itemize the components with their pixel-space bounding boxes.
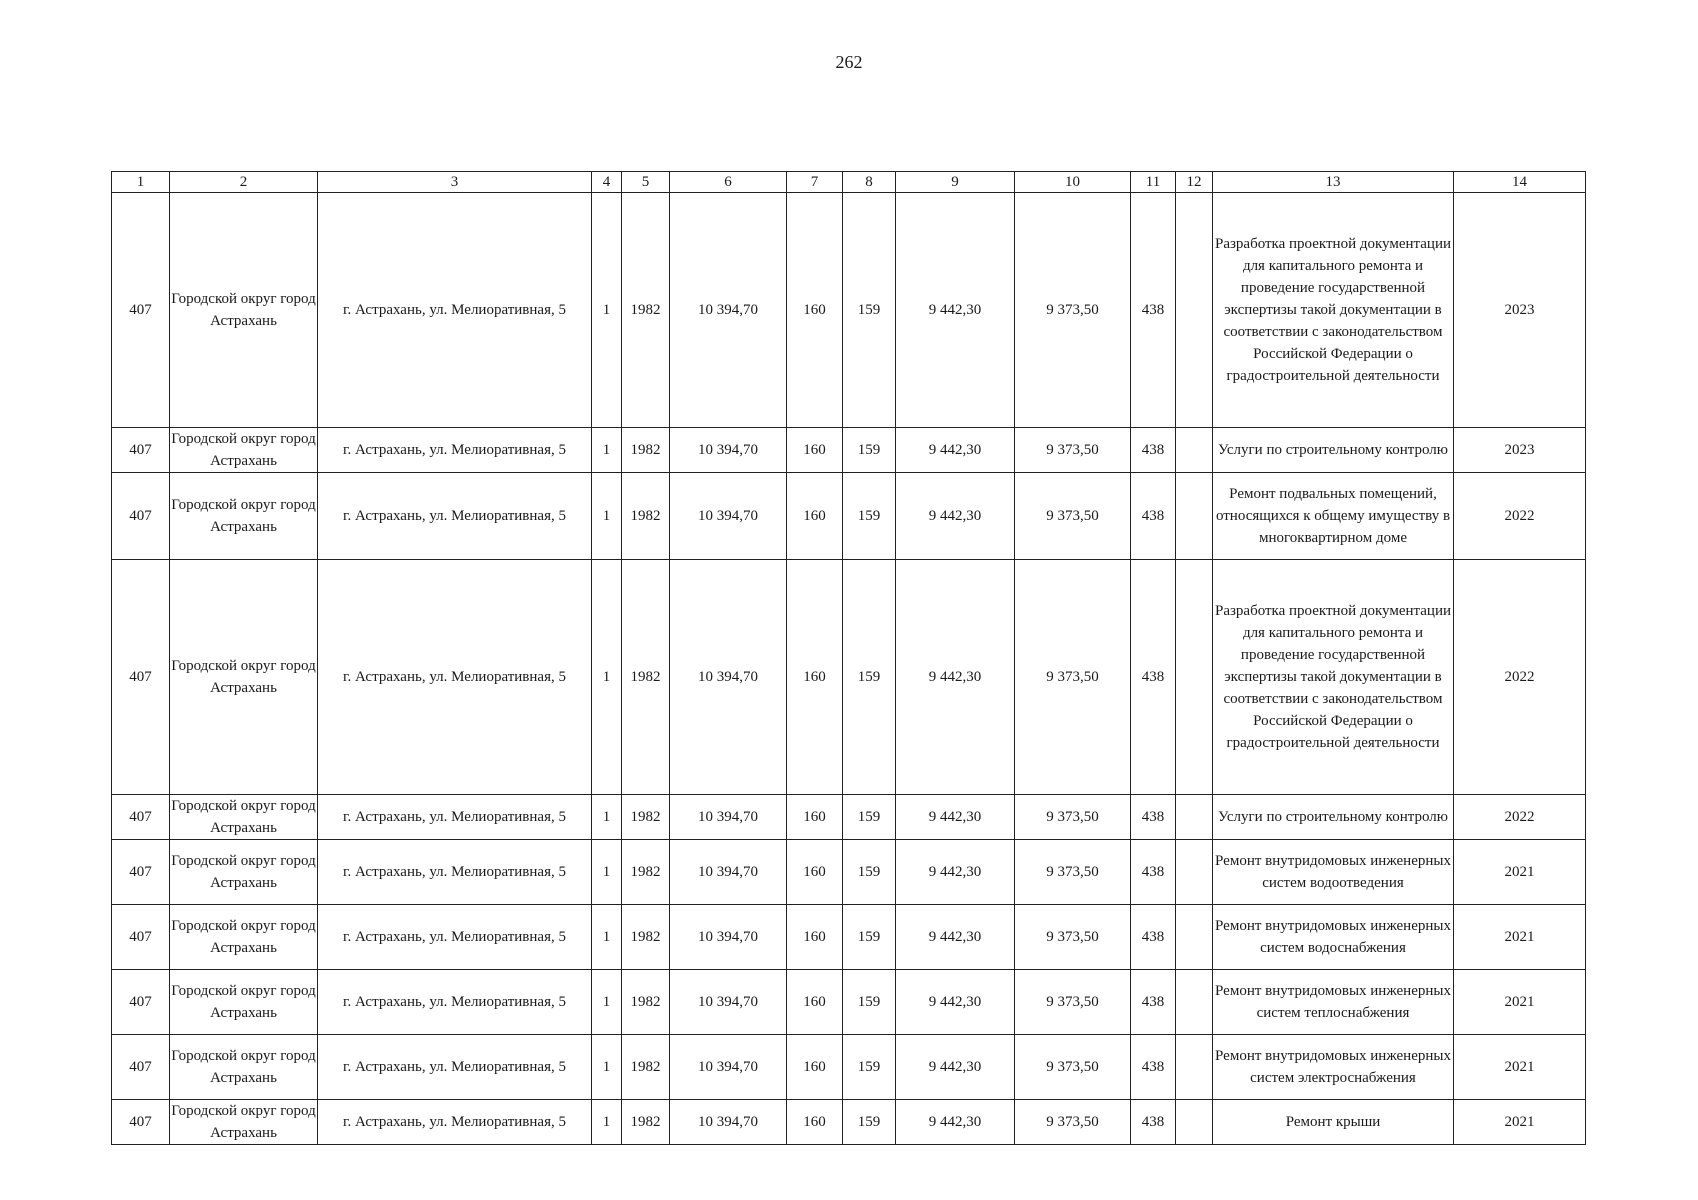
building-count: 1 [592,1035,622,1100]
year-built: 1982 [622,560,670,795]
municipality: Городской округ город Астрахань [170,1035,318,1100]
planned-year: 2021 [1454,1035,1586,1100]
address: г. Астрахань, ул. Мелиоративная, 5 [318,193,592,428]
col-7-value: 160 [787,795,843,840]
col-12-value [1176,970,1213,1035]
column-header: 7 [787,172,843,193]
building-count: 1 [592,428,622,473]
row-number: 407 [112,1035,170,1100]
col-11-value: 438 [1131,473,1176,560]
municipality: Городской округ город Астрахань [170,560,318,795]
column-header: 5 [622,172,670,193]
area-value-10: 9 373,50 [1015,473,1131,560]
municipality: Городской округ город Астрахань [170,428,318,473]
address: г. Астрахань, ул. Мелиоративная, 5 [318,560,592,795]
capital-repair-table [111,171,1586,1145]
col-8-value: 159 [843,193,896,428]
planned-year: 2021 [1454,1100,1586,1145]
col-8-value: 159 [843,795,896,840]
address: г. Астрахань, ул. Мелиоративная, 5 [318,1035,592,1100]
work-description: Ремонт подвальных помещений, относящихся к общему имуществу в многоквартирном доме [1213,473,1454,560]
year-built: 1982 [622,795,670,840]
table-row [112,970,1586,1035]
col-12-value [1176,795,1213,840]
column-header: 11 [1131,172,1176,193]
area-value-10: 9 373,50 [1015,428,1131,473]
area-value-9: 9 442,30 [896,473,1015,560]
col-7-value: 160 [787,1035,843,1100]
building-count: 1 [592,193,622,428]
table-row [112,428,1586,473]
column-header: 9 [896,172,1015,193]
col-12-value [1176,560,1213,795]
col-8-value: 159 [843,428,896,473]
municipality: Городской округ город Астрахань [170,473,318,560]
year-built: 1982 [622,905,670,970]
col-8-value: 159 [843,1035,896,1100]
col-7-value: 160 [787,840,843,905]
total-area: 10 394,70 [670,473,787,560]
row-number: 407 [112,905,170,970]
column-header: 3 [318,172,592,193]
col-8-value: 159 [843,905,896,970]
area-value-9: 9 442,30 [896,795,1015,840]
column-number-row [112,172,1586,193]
municipality: Городской округ город Астрахань [170,970,318,1035]
total-area: 10 394,70 [670,560,787,795]
column-header: 12 [1176,172,1213,193]
col-7-value: 160 [787,970,843,1035]
work-description: Услуги по строительному контролю [1213,795,1454,840]
address: г. Астрахань, ул. Мелиоративная, 5 [318,840,592,905]
col-7-value: 160 [787,905,843,970]
planned-year: 2022 [1454,560,1586,795]
table-row [112,1100,1586,1145]
area-value-9: 9 442,30 [896,840,1015,905]
work-description: Ремонт крыши [1213,1100,1454,1145]
col-11-value: 438 [1131,905,1176,970]
col-12-value [1176,840,1213,905]
col-11-value: 438 [1131,193,1176,428]
row-number: 407 [112,970,170,1035]
area-value-9: 9 442,30 [896,905,1015,970]
year-built: 1982 [622,970,670,1035]
building-count: 1 [592,905,622,970]
work-description: Разработка проектной документации для капитального ремонта и проведение государственной экспертизы такой документации в соответствии с законодательством Российской Федерации о градостроительной деятельности [1213,193,1454,428]
year-built: 1982 [622,840,670,905]
column-header: 1 [112,172,170,193]
col-11-value: 438 [1131,560,1176,795]
table-row [112,1035,1586,1100]
table-row [112,560,1586,795]
area-value-10: 9 373,50 [1015,1035,1131,1100]
municipality: Городской округ город Астрахань [170,905,318,970]
col-7-value: 160 [787,473,843,560]
year-built: 1982 [622,1035,670,1100]
total-area: 10 394,70 [670,1035,787,1100]
col-11-value: 438 [1131,970,1176,1035]
col-8-value: 159 [843,473,896,560]
table-row [112,795,1586,840]
year-built: 1982 [622,193,670,428]
col-11-value: 438 [1131,428,1176,473]
work-description: Ремонт внутридомовых инженерных систем водоснабжения [1213,905,1454,970]
page-number: 262 [835,52,863,72]
area-value-10: 9 373,50 [1015,1100,1131,1145]
table-row [112,473,1586,560]
col-11-value: 438 [1131,1035,1176,1100]
work-description: Ремонт внутридомовых инженерных систем водоотведения [1213,840,1454,905]
column-header: 2 [170,172,318,193]
table-row [112,840,1586,905]
column-header: 10 [1015,172,1131,193]
work-description: Разработка проектной документации для капитального ремонта и проведение государственной экспертизы такой документации в соответствии с законодательством Российской Федерации о градостроительной деятельности [1213,560,1454,795]
planned-year: 2021 [1454,970,1586,1035]
total-area: 10 394,70 [670,193,787,428]
table-row [112,193,1586,428]
planned-year: 2021 [1454,840,1586,905]
area-value-9: 9 442,30 [896,970,1015,1035]
building-count: 1 [592,795,622,840]
year-built: 1982 [622,1100,670,1145]
col-11-value: 438 [1131,795,1176,840]
column-header: 6 [670,172,787,193]
year-built: 1982 [622,473,670,560]
row-number: 407 [112,473,170,560]
column-header: 8 [843,172,896,193]
row-number: 407 [112,428,170,473]
building-count: 1 [592,560,622,795]
col-7-value: 160 [787,428,843,473]
planned-year: 2022 [1454,473,1586,560]
year-built: 1982 [622,428,670,473]
building-count: 1 [592,970,622,1035]
area-value-10: 9 373,50 [1015,795,1131,840]
area-value-9: 9 442,30 [896,428,1015,473]
address: г. Астрахань, ул. Мелиоративная, 5 [318,1100,592,1145]
municipality: Городской округ город Астрахань [170,193,318,428]
col-8-value: 159 [843,560,896,795]
col-12-value [1176,473,1213,560]
column-header: 14 [1454,172,1586,193]
col-8-value: 159 [843,970,896,1035]
row-number: 407 [112,840,170,905]
col-7-value: 160 [787,560,843,795]
area-value-9: 9 442,30 [896,560,1015,795]
column-header: 13 [1213,172,1454,193]
planned-year: 2023 [1454,193,1586,428]
row-number: 407 [112,193,170,428]
address: г. Астрахань, ул. Мелиоративная, 5 [318,795,592,840]
municipality: Городской округ город Астрахань [170,795,318,840]
work-description: Ремонт внутридомовых инженерных систем теплоснабжения [1213,970,1454,1035]
total-area: 10 394,70 [670,1100,787,1145]
total-area: 10 394,70 [670,795,787,840]
planned-year: 2023 [1454,428,1586,473]
building-count: 1 [592,473,622,560]
col-12-value [1176,905,1213,970]
area-value-10: 9 373,50 [1015,560,1131,795]
col-7-value: 160 [787,193,843,428]
address: г. Астрахань, ул. Мелиоративная, 5 [318,905,592,970]
work-description: Ремонт внутридомовых инженерных систем электроснабжения [1213,1035,1454,1100]
work-description: Услуги по строительному контролю [1213,428,1454,473]
col-12-value [1176,428,1213,473]
total-area: 10 394,70 [670,970,787,1035]
area-value-10: 9 373,50 [1015,840,1131,905]
total-area: 10 394,70 [670,840,787,905]
row-number: 407 [112,1100,170,1145]
municipality: Городской округ город Астрахань [170,840,318,905]
row-number: 407 [112,795,170,840]
col-12-value [1176,1035,1213,1100]
total-area: 10 394,70 [670,905,787,970]
area-value-10: 9 373,50 [1015,970,1131,1035]
col-7-value: 160 [787,1100,843,1145]
municipality: Городской округ город Астрахань [170,1100,318,1145]
area-value-9: 9 442,30 [896,193,1015,428]
row-number: 407 [112,560,170,795]
building-count: 1 [592,1100,622,1145]
building-count: 1 [592,840,622,905]
planned-year: 2021 [1454,905,1586,970]
total-area: 10 394,70 [670,428,787,473]
area-value-9: 9 442,30 [896,1035,1015,1100]
address: г. Астрахань, ул. Мелиоративная, 5 [318,428,592,473]
address: г. Астрахань, ул. Мелиоративная, 5 [318,970,592,1035]
column-header: 4 [592,172,622,193]
col-11-value: 438 [1131,1100,1176,1145]
col-12-value [1176,1100,1213,1145]
col-8-value: 159 [843,1100,896,1145]
col-11-value: 438 [1131,840,1176,905]
address: г. Астрахань, ул. Мелиоративная, 5 [318,473,592,560]
area-value-10: 9 373,50 [1015,193,1131,428]
area-value-9: 9 442,30 [896,1100,1015,1145]
area-value-10: 9 373,50 [1015,905,1131,970]
table-row [112,905,1586,970]
planned-year: 2022 [1454,795,1586,840]
col-12-value [1176,193,1213,428]
col-8-value: 159 [843,840,896,905]
